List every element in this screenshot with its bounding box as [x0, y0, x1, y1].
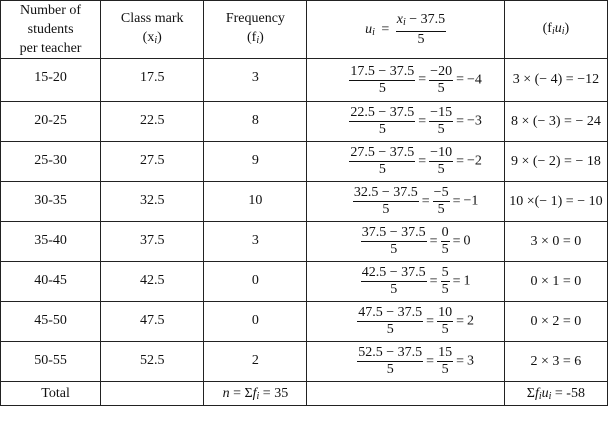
fu-cell: 3 × 0 = 0	[504, 222, 607, 262]
header-line: Frequency	[225, 11, 285, 26]
total-frequency	[204, 382, 307, 406]
fraction-denominator: 5	[441, 322, 449, 337]
symbol-x: x	[396, 11, 403, 27]
fu-cell: 9 × (− 2) = − 18	[504, 142, 607, 182]
fu-cell: 0 × 1 = 0	[504, 262, 607, 302]
subscript: i	[256, 390, 260, 402]
interval-cell: 35-40	[1, 222, 101, 262]
frequency-cell: 10	[204, 182, 307, 222]
interval-cell: 20-25	[1, 102, 101, 142]
class-mark-cell: 52.5	[101, 342, 204, 382]
subscript: i	[154, 35, 158, 46]
symbol-u: u	[365, 21, 373, 37]
fraction-denominator: 5	[386, 362, 394, 377]
fraction-denominator: 5	[390, 282, 398, 297]
equals-sign: =	[429, 273, 438, 289]
u-value: −1	[463, 193, 479, 209]
header-fu	[504, 1, 607, 59]
numerator-rest: − 37.5	[405, 11, 446, 27]
fraction	[357, 345, 423, 378]
equals-sign: =	[456, 153, 464, 169]
symbol-f: (f	[542, 20, 552, 36]
subscript: i	[551, 25, 555, 37]
symbol-n: n	[222, 385, 230, 401]
u-calculation-cell	[307, 342, 504, 382]
fraction-numerator: 17.5 − 37.5	[350, 63, 415, 79]
fraction-denominator: 5	[382, 202, 390, 217]
class-mark-cell: 32.5	[101, 182, 204, 222]
fraction-numerator: −15	[430, 105, 453, 120]
fraction-numerator: −10	[430, 145, 453, 160]
fraction-numerator: 10	[438, 305, 453, 320]
equals-sign: =	[452, 233, 461, 249]
equals-sign: =	[426, 353, 435, 369]
symbol-f: (f	[247, 30, 257, 45]
paren: )	[564, 20, 570, 36]
subscript: i	[372, 26, 375, 38]
u-calculation-cell	[307, 302, 504, 342]
empty-cell	[307, 382, 504, 406]
fraction	[429, 64, 453, 97]
fraction	[361, 265, 427, 298]
fraction-denominator: 5	[441, 282, 449, 297]
fraction-denominator: 5	[390, 242, 398, 257]
header-line: per teacher	[19, 41, 82, 56]
fraction	[349, 105, 415, 138]
class-mark-cell: 22.5	[101, 102, 204, 142]
interval-cell: 15-20	[1, 59, 101, 102]
fraction-denominator: 5	[386, 322, 394, 337]
formula-fraction	[396, 12, 446, 48]
interval-cell: 50-55	[1, 342, 101, 382]
u-value: 0	[463, 233, 471, 249]
table-row	[1, 182, 608, 222]
fu-cell: 8 × (− 3) = − 24	[504, 102, 607, 142]
fraction	[429, 105, 453, 138]
symbol-x: (x	[142, 30, 155, 45]
u-value: 1	[463, 273, 471, 289]
table-row	[1, 59, 608, 102]
class-mark-cell: 17.5	[101, 59, 204, 102]
fraction-numerator: 32.5 − 37.5	[353, 185, 418, 200]
symbol-u: u	[554, 20, 562, 36]
subscript: i	[548, 390, 552, 402]
fraction	[441, 225, 450, 258]
fraction-denominator: 5	[437, 162, 445, 177]
class-mark-cell: 37.5	[101, 222, 204, 262]
total-row	[1, 382, 608, 406]
header-row	[1, 1, 608, 59]
total-frequency-value: = 35	[259, 385, 289, 401]
symbol-f: f	[534, 385, 539, 401]
table-row	[1, 142, 608, 182]
frequency-cell: 0	[204, 302, 307, 342]
equals-sign: =	[381, 22, 390, 37]
interval-cell: 40-45	[1, 262, 101, 302]
u-calculation-cell	[307, 59, 504, 102]
header-frequency	[204, 1, 307, 59]
table-row	[1, 222, 608, 262]
fraction	[353, 185, 419, 218]
frequency-cell: 8	[204, 102, 307, 142]
fraction	[429, 145, 453, 178]
fraction-denominator: 5	[378, 80, 386, 96]
total-fu-value: = -58	[551, 385, 585, 401]
fraction-numerator: 15	[438, 345, 453, 360]
frequency-cell: 9	[204, 142, 307, 182]
empty-cell	[101, 382, 204, 406]
header-symbol	[101, 28, 203, 50]
header-line: Number of	[20, 3, 82, 18]
u-calculation-cell	[307, 262, 504, 302]
fraction-denominator: 5	[437, 122, 445, 137]
interval-cell: 30-35	[1, 182, 101, 222]
fraction	[349, 64, 415, 97]
symbol-u: u	[541, 385, 549, 401]
equals-sign: =	[452, 273, 461, 289]
fu-cell: 10 ×(− 1) = − 10	[504, 182, 607, 222]
equals-sign: =	[429, 233, 438, 249]
equals-sign: =	[456, 313, 464, 329]
fraction	[357, 305, 423, 338]
table-row	[1, 342, 608, 382]
fraction-numerator: 47.5 − 37.5	[358, 305, 423, 320]
symbol-f: f	[252, 385, 257, 401]
u-calculation-cell	[307, 182, 504, 222]
subscript: i	[402, 16, 406, 28]
header-line: students	[27, 22, 74, 37]
fraction-denominator: 5	[378, 122, 386, 137]
total-label: Total	[1, 382, 101, 406]
frequency-cell: 3	[204, 222, 307, 262]
fraction	[437, 345, 453, 378]
paren: )	[259, 30, 264, 45]
u-value: 2	[466, 313, 474, 329]
equals-sign: =	[452, 193, 461, 209]
fraction-numerator: 22.5 − 37.5	[350, 105, 415, 120]
equals-sign: =	[418, 153, 427, 169]
u-value: −3	[466, 113, 482, 129]
u-calculation-cell	[307, 102, 504, 142]
equals-sign: =	[426, 313, 435, 329]
header-class-mark	[101, 1, 204, 59]
frequency-cell: 0	[204, 262, 307, 302]
fraction-denominator: 5	[417, 31, 425, 47]
fraction	[433, 185, 450, 218]
equals-sign: =	[418, 72, 427, 87]
class-mark-cell: 42.5	[101, 262, 204, 302]
equals-sign: =	[456, 353, 464, 369]
header-symbol	[204, 28, 306, 50]
frequency-cell: 2	[204, 342, 307, 382]
frequency-cell: 3	[204, 59, 307, 102]
fraction-denominator: 5	[378, 162, 386, 177]
table-row	[1, 102, 608, 142]
u-value: −2	[466, 153, 482, 169]
fraction	[441, 265, 450, 298]
fraction	[349, 145, 415, 178]
fraction-denominator: 5	[441, 362, 449, 377]
header-u-formula	[307, 1, 504, 59]
fraction	[437, 305, 453, 338]
table-row	[1, 262, 608, 302]
class-mark-cell: 27.5	[101, 142, 204, 182]
equals-sign: =	[418, 113, 427, 129]
fraction-numerator: 42.5 − 37.5	[361, 265, 426, 280]
header-number-of-students	[1, 1, 101, 59]
subscript: i	[538, 390, 542, 402]
fraction-numerator: −20	[430, 63, 453, 79]
total-fu	[504, 382, 607, 406]
class-mark-cell: 47.5	[101, 302, 204, 342]
fraction-denominator: 5	[437, 80, 445, 96]
u-value: −4	[466, 72, 482, 87]
interval-cell: 25-30	[1, 142, 101, 182]
fraction	[361, 225, 427, 258]
subscript: i	[256, 35, 260, 46]
equals-sign: =	[456, 113, 464, 129]
fraction-numerator	[396, 12, 446, 32]
header-line: Class mark	[120, 11, 184, 26]
fraction-numerator: 0	[441, 225, 449, 240]
fraction-numerator: 5	[441, 265, 449, 280]
paren: )	[157, 30, 162, 45]
equals-sign: =	[421, 193, 430, 209]
fu-cell: 0 × 2 = 0	[504, 302, 607, 342]
fraction-numerator: 37.5 − 37.5	[361, 225, 426, 240]
u-calculation-cell	[307, 142, 504, 182]
subscript: i	[561, 25, 565, 37]
fraction-denominator: 5	[441, 242, 449, 257]
equals-sign: =	[456, 72, 464, 87]
fraction-denominator: 5	[437, 202, 445, 217]
fraction-numerator: 27.5 − 37.5	[350, 145, 415, 160]
fu-cell: 3 × (− 4) = −12	[504, 59, 607, 102]
fraction-numerator: −5	[433, 185, 449, 200]
fu-cell: 2 × 3 = 6	[504, 342, 607, 382]
u-value: 3	[466, 353, 474, 369]
sum-sign: Σ	[526, 385, 535, 401]
interval-cell: 45-50	[1, 302, 101, 342]
sum-sign: = Σ	[229, 385, 253, 401]
table-row	[1, 302, 608, 342]
u-calculation-cell	[307, 222, 504, 262]
fraction-numerator: 52.5 − 37.5	[358, 345, 423, 360]
